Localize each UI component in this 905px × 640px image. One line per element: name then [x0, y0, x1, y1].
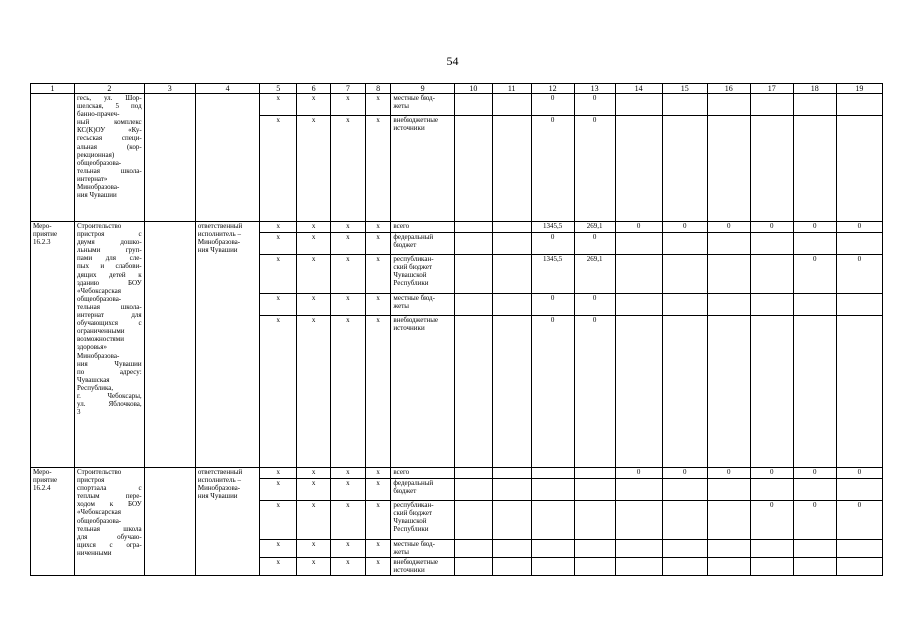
value-cell-13: 0 [574, 233, 615, 255]
value-cell-7: х [330, 468, 365, 479]
value-cell-10 [454, 94, 492, 116]
measure-label: Меро- приятие 16.2.4 [31, 468, 75, 576]
description-line: Минобразова- [77, 351, 120, 360]
description-line: Республика, [77, 383, 114, 392]
value-cell-12 [531, 540, 574, 558]
value-cell-11 [492, 479, 531, 501]
funding-source: республикан- ский бюджет Чувашской Республики [391, 255, 454, 294]
value-cell-16 [707, 316, 750, 468]
column-header-1: 1 [31, 84, 75, 94]
value-cell-10 [454, 558, 492, 576]
funding-source: местные бюд- жеты [391, 294, 454, 316]
value-cell-18 [793, 233, 836, 255]
description-line: Строительство [77, 222, 122, 230]
value-cell-15: 0 [662, 468, 707, 479]
value-cell-14 [615, 558, 662, 576]
value-cell-6: х [297, 479, 331, 501]
value-cell-8: х [365, 558, 391, 576]
value-cell-16 [707, 501, 750, 540]
value-cell-14: 0 [615, 222, 662, 233]
description-line: Минобразова- [77, 183, 120, 192]
value-cell-5: х [260, 255, 297, 294]
funding-source: республикан- ский бюджет Чувашской Республики [391, 501, 454, 540]
value-cell-5: х [260, 222, 297, 233]
value-cell-13 [574, 479, 615, 501]
description-line: дящих детей к [77, 270, 142, 279]
column-header-17: 17 [750, 84, 793, 94]
description-line: тельная школа- [77, 166, 142, 175]
value-cell-8: х [365, 468, 391, 479]
value-cell-8: х [365, 540, 391, 558]
value-cell-17: 0 [750, 468, 793, 479]
value-cell-12 [531, 558, 574, 576]
measure-description [75, 94, 145, 222]
value-cell-16: 0 [707, 222, 750, 233]
value-cell-15 [662, 540, 707, 558]
value-cell-13: 0 [574, 294, 615, 316]
value-cell-19 [836, 116, 882, 222]
value-cell-15 [662, 116, 707, 222]
value-cell-13 [574, 558, 615, 576]
description-line: рекционная) [77, 150, 115, 159]
description-line: КС(К)ОУ «Ку- [77, 126, 142, 135]
measure-description [75, 468, 145, 576]
table-body [31, 84, 883, 576]
value-cell-16: 0 [707, 468, 750, 479]
value-cell-6: х [297, 501, 331, 540]
value-cell-17 [750, 479, 793, 501]
responsible-executor: ответственный исполнитель – Минобразова- ния Чувашии [195, 222, 260, 468]
value-cell-10 [454, 255, 492, 294]
description-line: возможностями [77, 335, 124, 344]
value-cell-15 [662, 94, 707, 116]
value-cell-12 [531, 479, 574, 501]
description-line: общеобразова- [77, 158, 122, 167]
value-cell-12: 0 [531, 116, 574, 222]
value-cell-14 [615, 233, 662, 255]
column-header-7: 7 [330, 84, 365, 94]
value-cell-13: 0 [574, 316, 615, 468]
measure-description [75, 222, 145, 468]
budget-table [30, 83, 883, 576]
value-cell-18: 0 [793, 501, 836, 540]
responsible-executor: ответственный исполнитель – Минобразова- ния Чувашии [195, 468, 260, 576]
value-cell-11 [492, 94, 531, 116]
value-cell-5: х [260, 94, 297, 116]
value-cell-6: х [297, 316, 331, 468]
value-cell-5: х [260, 501, 297, 540]
responsible-executor [195, 94, 260, 222]
value-cell-11 [492, 255, 531, 294]
value-cell-12: 1345,5 [531, 222, 574, 233]
column-3-cell [144, 222, 195, 468]
description-line: пристроя [77, 476, 105, 485]
value-cell-18 [793, 94, 836, 116]
description-line: альная (кор- [77, 142, 142, 151]
value-cell-15 [662, 501, 707, 540]
value-cell-19: 0 [836, 255, 882, 294]
value-cell-11 [492, 294, 531, 316]
value-cell-19: 0 [836, 501, 882, 540]
value-cell-12: 0 [531, 94, 574, 116]
value-cell-7: х [330, 94, 365, 116]
column-header-9: 9 [391, 84, 454, 94]
value-cell-16 [707, 233, 750, 255]
value-cell-16 [707, 540, 750, 558]
funding-source: всего [391, 222, 454, 233]
value-cell-5: х [260, 233, 297, 255]
value-cell-17 [750, 233, 793, 255]
value-cell-19 [836, 558, 882, 576]
value-cell-18 [793, 294, 836, 316]
value-cell-15 [662, 255, 707, 294]
value-cell-14 [615, 501, 662, 540]
column-header-5: 5 [260, 84, 297, 94]
measure-label: Меро- приятие 16.2.3 [31, 222, 75, 468]
value-cell-14 [615, 94, 662, 116]
value-cell-18 [793, 540, 836, 558]
value-cell-6: х [297, 255, 331, 294]
description-line: тельная школа- [77, 302, 142, 311]
value-cell-8: х [365, 294, 391, 316]
value-cell-11 [492, 116, 531, 222]
value-cell-11 [492, 468, 531, 479]
description-line: общеобразова- [77, 516, 122, 525]
value-cell-10 [454, 468, 492, 479]
column-header-3: 3 [144, 84, 195, 94]
funding-source: внебюджетные источники [391, 316, 454, 468]
value-cell-18 [793, 116, 836, 222]
column-3-cell [144, 468, 195, 576]
value-cell-17 [750, 255, 793, 294]
value-cell-17 [750, 294, 793, 316]
value-cell-18 [793, 316, 836, 468]
funding-source: внебюджетные источники [391, 116, 454, 222]
value-cell-13: 269,1 [574, 255, 615, 294]
column-header-2: 2 [75, 84, 145, 94]
description-line: спортзала с [77, 484, 142, 493]
value-cell-7: х [330, 540, 365, 558]
funding-source: местные бюд- жеты [391, 540, 454, 558]
table-row [31, 94, 883, 116]
value-cell-8: х [365, 501, 391, 540]
description-line: Строительство [77, 468, 122, 476]
value-cell-13 [574, 540, 615, 558]
column-header-10: 10 [454, 84, 492, 94]
value-cell-10 [454, 540, 492, 558]
description-line: ный комплекс [77, 118, 142, 127]
column-header-11: 11 [492, 84, 531, 94]
value-cell-17 [750, 316, 793, 468]
value-cell-14 [615, 316, 662, 468]
description-line: здоровья» [77, 343, 107, 352]
value-cell-10 [454, 316, 492, 468]
description-line: льными груп- [77, 246, 142, 255]
value-cell-19 [836, 94, 882, 116]
value-cell-5: х [260, 468, 297, 479]
description-line: по адресу: [77, 367, 142, 376]
description-line: «Чебоксарская [77, 286, 122, 295]
value-cell-14: 0 [615, 468, 662, 479]
value-cell-12: 0 [531, 316, 574, 468]
value-cell-6: х [297, 222, 331, 233]
value-cell-18: 0 [793, 255, 836, 294]
value-cell-8: х [365, 94, 391, 116]
description-line: зданию БОУ [77, 278, 142, 287]
funding-source: федеральный бюджет [391, 233, 454, 255]
value-cell-8: х [365, 255, 391, 294]
value-cell-17 [750, 116, 793, 222]
value-cell-13: 0 [574, 116, 615, 222]
description-line: ограниченными [77, 327, 125, 336]
value-cell-19: 0 [836, 468, 882, 479]
value-cell-7: х [330, 316, 365, 468]
value-cell-17: 0 [750, 501, 793, 540]
column-header-18: 18 [793, 84, 836, 94]
value-cell-8: х [365, 316, 391, 468]
funding-source: федеральный бюджет [391, 479, 454, 501]
value-cell-13: 269,1 [574, 222, 615, 233]
description-line: ниченными [77, 548, 112, 557]
value-cell-18: 0 [793, 468, 836, 479]
value-cell-15 [662, 558, 707, 576]
value-cell-10 [454, 501, 492, 540]
value-cell-6: х [297, 116, 331, 222]
value-cell-8: х [365, 222, 391, 233]
value-cell-11 [492, 222, 531, 233]
value-cell-16 [707, 558, 750, 576]
column-header-13: 13 [574, 84, 615, 94]
value-cell-18 [793, 479, 836, 501]
description-line: шелская, 5 под [77, 102, 142, 111]
value-cell-18 [793, 558, 836, 576]
value-cell-17 [750, 540, 793, 558]
table-row [31, 468, 883, 479]
description-line: щихся с огра- [77, 540, 142, 549]
value-cell-6: х [297, 468, 331, 479]
value-cell-11 [492, 558, 531, 576]
value-cell-19 [836, 540, 882, 558]
value-cell-6: х [297, 540, 331, 558]
description-line: обучающихся с [77, 319, 142, 328]
value-cell-5: х [260, 558, 297, 576]
description-line: общеобразова- [77, 294, 122, 303]
column-header-6: 6 [297, 84, 331, 94]
column-header-8: 8 [365, 84, 391, 94]
description-line: двумя дошко- [77, 238, 142, 247]
description-line: ул. Яблочкова, [77, 400, 142, 409]
value-cell-14 [615, 255, 662, 294]
value-cell-19 [836, 294, 882, 316]
table-row [31, 222, 883, 233]
value-cell-5: х [260, 479, 297, 501]
value-cell-19 [836, 233, 882, 255]
column-header-12: 12 [531, 84, 574, 94]
value-cell-11 [492, 540, 531, 558]
value-cell-5: х [260, 316, 297, 468]
description-line: интернат для [77, 311, 142, 320]
value-cell-12 [531, 501, 574, 540]
value-cell-15 [662, 233, 707, 255]
value-cell-6: х [297, 94, 331, 116]
value-cell-13 [574, 501, 615, 540]
description-line: теплым пере- [77, 492, 142, 501]
description-line: «Чебоксарская [77, 508, 122, 517]
value-cell-13 [574, 468, 615, 479]
value-cell-8: х [365, 116, 391, 222]
value-cell-16 [707, 116, 750, 222]
value-cell-14 [615, 479, 662, 501]
value-cell-16 [707, 255, 750, 294]
column-header-19: 19 [836, 84, 882, 94]
description-line: для обучаю- [77, 532, 142, 541]
value-cell-8: х [365, 479, 391, 501]
value-cell-6: х [297, 558, 331, 576]
value-cell-11 [492, 316, 531, 468]
description-line: ния Чувашии [77, 191, 117, 200]
column-header-4: 4 [195, 84, 260, 94]
value-cell-7: х [330, 294, 365, 316]
description-line: 3 [77, 408, 81, 417]
value-cell-17 [750, 558, 793, 576]
value-cell-15 [662, 316, 707, 468]
value-cell-19 [836, 479, 882, 501]
value-cell-11 [492, 233, 531, 255]
value-cell-15 [662, 294, 707, 316]
value-cell-7: х [330, 222, 365, 233]
value-cell-5: х [260, 116, 297, 222]
description-line: пристроя с [77, 230, 142, 239]
description-line: ходом к БОУ [77, 500, 142, 509]
funding-source: всего [391, 468, 454, 479]
value-cell-10 [454, 294, 492, 316]
value-cell-7: х [330, 233, 365, 255]
value-cell-10 [454, 233, 492, 255]
description-line: тельная школа [77, 524, 142, 533]
value-cell-13: 0 [574, 94, 615, 116]
funding-source: внебюджетные источники [391, 558, 454, 576]
value-cell-17 [750, 94, 793, 116]
value-cell-12: 1345,5 [531, 255, 574, 294]
description-line: ния Чувашии [77, 359, 142, 368]
value-cell-19 [836, 316, 882, 468]
value-cell-14 [615, 294, 662, 316]
description-line: гесь, ул. Шор- [77, 94, 142, 102]
description-line: интернат» [77, 174, 108, 183]
value-cell-12: 0 [531, 294, 574, 316]
value-cell-16 [707, 479, 750, 501]
value-cell-18: 0 [793, 222, 836, 233]
value-cell-16 [707, 94, 750, 116]
value-cell-16 [707, 294, 750, 316]
description-line: Чувашская [77, 375, 110, 384]
value-cell-7: х [330, 501, 365, 540]
value-cell-5: х [260, 540, 297, 558]
description-line: пами для сле- [77, 254, 142, 263]
value-cell-10 [454, 116, 492, 222]
column-header-16: 16 [707, 84, 750, 94]
description-line: г. Чебоксары, [77, 391, 142, 400]
value-cell-10 [454, 479, 492, 501]
description-line: банно-прачеч- [77, 110, 120, 119]
description-line: пых и слабови- [77, 262, 142, 271]
column-header-row [31, 84, 883, 94]
value-cell-7: х [330, 479, 365, 501]
funding-source: местные бюд- жеты [391, 94, 454, 116]
value-cell-7: х [330, 558, 365, 576]
value-cell-12 [531, 468, 574, 479]
value-cell-10 [454, 222, 492, 233]
value-cell-15: 0 [662, 222, 707, 233]
measure-label [31, 94, 75, 222]
description-line: гесьская специ- [77, 134, 142, 143]
value-cell-14 [615, 540, 662, 558]
value-cell-5: х [260, 294, 297, 316]
column-3-cell [144, 94, 195, 222]
value-cell-14 [615, 116, 662, 222]
column-header-14: 14 [615, 84, 662, 94]
value-cell-7: х [330, 116, 365, 222]
page-number: 54 [446, 54, 459, 68]
value-cell-8: х [365, 233, 391, 255]
column-header-15: 15 [662, 84, 707, 94]
value-cell-12: 0 [531, 233, 574, 255]
value-cell-19: 0 [836, 222, 882, 233]
value-cell-17: 0 [750, 222, 793, 233]
value-cell-6: х [297, 294, 331, 316]
value-cell-11 [492, 501, 531, 540]
value-cell-6: х [297, 233, 331, 255]
value-cell-15 [662, 479, 707, 501]
value-cell-7: х [330, 255, 365, 294]
